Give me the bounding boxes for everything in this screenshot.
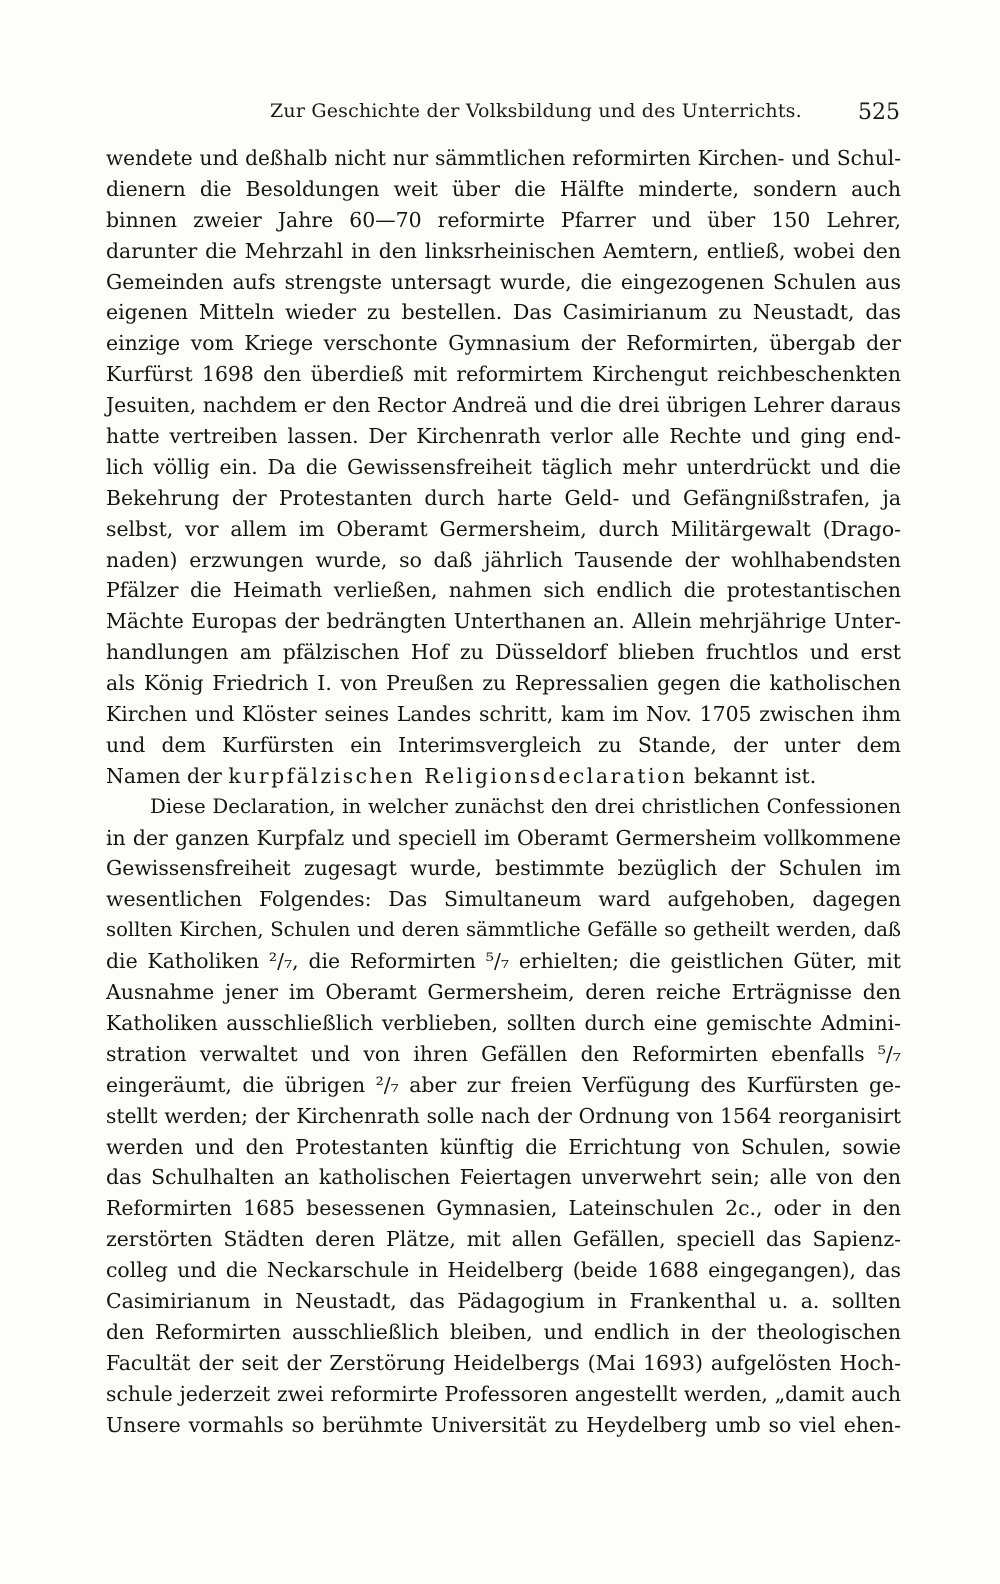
text-line: als König Friedrich I. von Preußen zu Repressalien gegen die katholischen — [106, 671, 901, 696]
text-line: Casimirianum in Neustadt, das Pädagogium in Frankenthal u. a. sollten — [106, 1288, 901, 1313]
text-line: Reformirten 1685 besessenen Gymnasien, Lateinschulen 2c., oder in den — [106, 1196, 901, 1221]
text-line: Mächte Europas der bedrängten Unterthanen an. Allein mehrjährige Unter- — [106, 609, 901, 634]
text-line: stellt werden; der Kirchenrath solle nach der Ordnung von 1564 reorganisirt — [106, 1103, 901, 1128]
closing-line-end: bekannt ist. — [687, 763, 817, 788]
text-line: hatte vertreiben lassen. Der Kirchenrath verlor alle Rechte und ging end- — [106, 424, 901, 449]
text-line: Bekehrung der Protestanten durch harte Geld- und Gefängnißstrafen, ja — [106, 485, 901, 510]
text-line: in der ganzen Kurpfalz und speciell im Oberamt Germersheim vollkommene — [106, 825, 901, 850]
text-line: Diese Declaration, in welcher zunächst den drei christlichen Confessionen — [150, 794, 901, 818]
text-line: eigenen Mitteln wieder zu bestellen. Das Casimirianum zu Neustadt, das — [106, 300, 901, 325]
text-line: Facultät der seit der Zerstörung Heidelbergs (Mai 1693) aufgelösten Hoch- — [106, 1350, 901, 1375]
running-title: Zur Geschichte der Volksbildung und des Unterrichts. — [270, 100, 802, 122]
text-line: stration verwaltet und von ihren Gefällen den Reformirten ebenfalls ⁵/₇ — [106, 1041, 901, 1066]
text-line: werden und den Protestanten künftig die Errichtung von Schulen, sowie — [106, 1134, 901, 1159]
text-line: den Reformirten ausschließlich bleiben, und endlich in der theologischen — [106, 1319, 901, 1344]
closing-line — [106, 761, 901, 792]
text-line: zerstörten Städten deren Plätze, mit allen Gefällen, speciell das Sapienz- — [106, 1227, 901, 1252]
text-line: Kirchen und Klöster seines Landes schritt, kam im Nov. 1705 zwischen ihm — [106, 702, 901, 727]
text-line: sollten Kirchen, Schulen und deren sämmtliche Gefälle so getheilt werden, daß — [106, 918, 901, 942]
text-line: Ausnahme jener im Oberamt Germersheim, deren reiche Erträgnisse den — [106, 980, 901, 1005]
text-line: handlungen am pfälzischen Hof zu Düsseldorf blieben fruchtlos und erst — [106, 640, 901, 665]
page-number: 525 — [858, 100, 900, 125]
text-line: colleg und die Neckarschule in Heidelberg (beide 1688 eingegangen), das — [106, 1258, 901, 1283]
text-line: selbst, vor allem im Oberamt Germersheim, durch Militärgewalt (Drago- — [106, 516, 901, 541]
text-line: Pfälzer die Heimath verließen, nahmen sich endlich die protestantischen — [106, 578, 901, 603]
closing-line-start: Namen der — [106, 763, 229, 788]
text-line: und dem Kurfürsten ein Interimsvergleich zu Stande, der unter dem — [106, 732, 901, 757]
text-line: Gemeinden aufs strengste untersagt wurde, die eingezogenen Schulen aus — [106, 269, 901, 294]
text-line: die Katholiken ²/₇, die Reformirten ⁵/₇ erhielten; die geistlichen Güter, mit — [106, 949, 901, 974]
text-line: schule jederzeit zwei reformirte Professoren angestellt werden, „damit auch — [106, 1381, 901, 1406]
text-line: Unsere vormahls so berühmte Universität zu Heydelberg umb so viel ehen- — [106, 1412, 901, 1437]
text-line: darunter die Mehrzahl in den linksrheinischen Aemtern, entließ, wobei den — [106, 238, 901, 263]
paragraph-2 — [106, 792, 901, 1441]
text-line: Kurfürst 1698 den überdieß mit reformirtem Kirchengut reichbeschenkten — [106, 362, 901, 387]
text-line: einzige vom Kriege verschonte Gymnasium der Reformirten, übergab der — [106, 331, 901, 356]
paragraph-1 — [106, 143, 901, 792]
text-line: Gewissensfreiheit zugesagt wurde, bestimmte bezüglich der Schulen im — [106, 856, 901, 881]
text-line: Katholiken ausschließlich verblieben, sollten durch eine gemischte Admini- — [106, 1010, 901, 1035]
text-line: naden) erzwungen wurde, so daß jährlich Tausende der wohlhabendsten — [106, 547, 901, 572]
text-line: lich völlig ein. Da die Gewissensfreiheit täglich mehr unterdrückt und die — [106, 454, 901, 479]
text-line: Jesuiten, nachdem er den Rector Andreä und die drei übrigen Lehrer daraus — [106, 393, 901, 418]
text-line: wesentlichen Folgendes: Das Simultaneum ward aufgehoben, dagegen — [106, 887, 901, 912]
text-line: das Schulhalten an katholischen Feiertagen unverwehrt sein; alle von den — [106, 1165, 901, 1190]
spaced-term: kurpfälzischen Religionsdeclaration — [228, 763, 688, 788]
text-line: dienern die Besoldungen weit über die Hälfte minderte, sondern auch — [106, 176, 901, 201]
text-line: binnen zweier Jahre 60—70 reformirte Pfarrer und über 150 Lehrer, — [106, 207, 901, 232]
text-line: wendete und deßhalb nicht nur sämmtlichen reformirten Kirchen- und Schul- — [106, 146, 901, 170]
text-line: eingeräumt, die übrigen ²/₇ aber zur freien Verfügung des Kurfürsten ge- — [106, 1072, 901, 1097]
body-text — [106, 143, 901, 1440]
